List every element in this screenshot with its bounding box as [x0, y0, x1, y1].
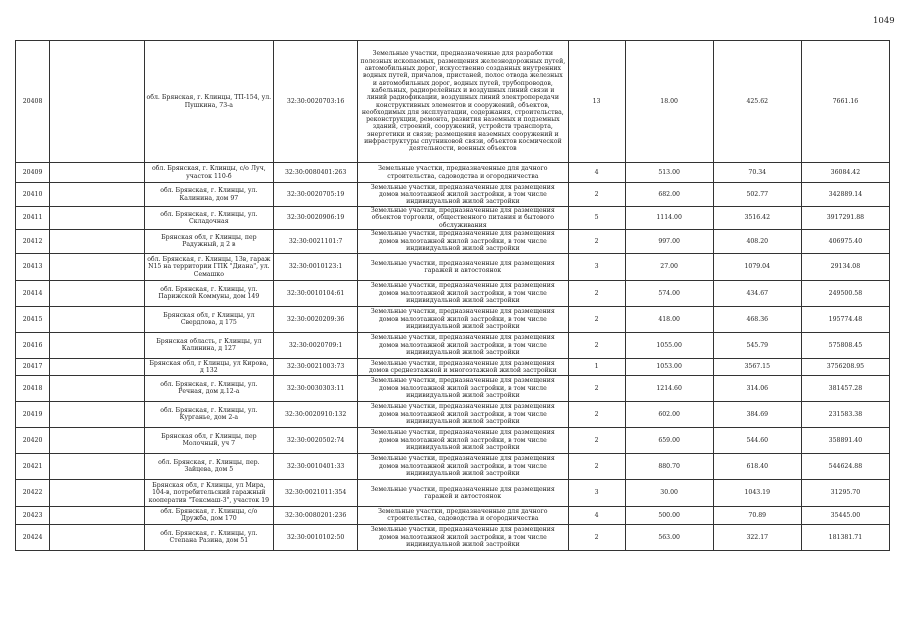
table-row	[16, 163, 890, 183]
cadastral-number-cell: 32:30:0080401:263	[274, 163, 358, 183]
page-number: 1049	[873, 16, 895, 26]
rate-cell: 322.17	[713, 524, 801, 550]
cadastral-value-cell: 249500.58	[801, 280, 889, 306]
rate-cell: 384.69	[713, 401, 801, 427]
area-cell: 500.00	[625, 506, 713, 524]
blank-cell	[50, 358, 144, 375]
blank-cell	[50, 229, 144, 253]
row-id-cell: 20415	[16, 306, 50, 332]
address-cell: Брянская обл, г Клинцы, пер Молочный, уч 7	[144, 427, 274, 453]
area-cell: 880.70	[625, 453, 713, 479]
row-id-cell: 20416	[16, 332, 50, 358]
table-row	[16, 207, 890, 230]
blank-cell	[50, 163, 144, 183]
area-cell: 418.00	[625, 306, 713, 332]
cadastral-value-cell: 31295.70	[801, 479, 889, 506]
group-cell: 2	[568, 280, 625, 306]
cadastral-value-cell: 29134.08	[801, 253, 889, 280]
address-cell: обл. Брянская, г. Клинцы, ул. Калинина, дом 97	[144, 183, 274, 207]
table-row	[16, 375, 890, 401]
cadastral-number-cell: 32:30:0010104:61	[274, 280, 358, 306]
row-id-cell: 20408	[16, 41, 50, 163]
table-row	[16, 280, 890, 306]
address-cell: Брянская обл, г Клинцы, ул Кирова, д 132	[144, 358, 274, 375]
cadastral-number-cell: 32:30:0020910:132	[274, 401, 358, 427]
group-cell: 2	[568, 306, 625, 332]
row-id-cell: 20411	[16, 207, 50, 230]
row-id-cell: 20419	[16, 401, 50, 427]
cadastral-value-cell: 342889.14	[801, 183, 889, 207]
rate-cell: 545.79	[713, 332, 801, 358]
blank-cell	[50, 280, 144, 306]
table-row	[16, 253, 890, 280]
blank-cell	[50, 41, 144, 163]
land-use-cell: Земельные участки, предназначенные для дачного строительства, садоводства и огородничества	[358, 506, 568, 524]
blank-cell	[50, 479, 144, 506]
cadastral-number-cell: 32:30:0080201:236	[274, 506, 358, 524]
table-row	[16, 358, 890, 375]
rate-cell: 425.62	[713, 41, 801, 163]
rate-cell: 1043.19	[713, 479, 801, 506]
area-cell: 27.00	[625, 253, 713, 280]
cadastral-number-cell: 32:30:0020703:16	[274, 41, 358, 163]
land-use-cell: Земельные участки, предназначенные для разработки полезных ископаемых, размещения железнодорожных путей, автомобильных дорог, искусственно созданных внутренних водных путей, причалов, пристаней, полос отвода железных и автомобильных дорог, водных путей, трубопроводов, кабельных, радиорелейных и воздушных линий связи и линий радиофикации, воздушных линий электропередачи конструктивных элементов и сооружений, объектов, необходимых для эксплуатации, содержания, строительства, реконструкции, ремонта, развития наземных и подземных зданий, строений, сооружений, устройств транспорта, энергетики и связи; размещения наземных сооружений и инфраструктуры спутниковой связи, объектов космической деятельности, военных объектов	[358, 41, 568, 163]
rate-cell: 544.60	[713, 427, 801, 453]
group-cell: 2	[568, 375, 625, 401]
cadastral-value-cell: 35445.00	[801, 506, 889, 524]
cadastral-number-cell: 32:30:0010123:1	[274, 253, 358, 280]
row-id-cell: 20421	[16, 453, 50, 479]
cadastral-number-cell: 32:30:0021003:73	[274, 358, 358, 375]
cadastral-value-cell: 406975.40	[801, 229, 889, 253]
cadastral-number-cell: 32:30:0020709:1	[274, 332, 358, 358]
table-row	[16, 453, 890, 479]
row-id-cell: 20413	[16, 253, 50, 280]
land-use-cell: Земельные участки, предназначенные для размещения домов малоэтажной жилой застройки, в том числе индивидуальной жилой застройки	[358, 427, 568, 453]
cadastral-number-cell: 32:30:0020705:19	[274, 183, 358, 207]
land-use-cell: Земельные участки, предназначенные для размещения объектов торговли, общественного питания и бытового обслуживания	[358, 207, 568, 230]
group-cell: 4	[568, 506, 625, 524]
blank-cell	[50, 401, 144, 427]
land-use-cell: Земельные участки, предназначенные для дачного строительства, садоводства и огородничества	[358, 163, 568, 183]
row-id-cell: 20417	[16, 358, 50, 375]
cadastral-value-cell: 381457.28	[801, 375, 889, 401]
land-use-cell: Земельные участки, предназначенные для размещения гаражей и автостоянок	[358, 253, 568, 280]
rate-cell: 1079.04	[713, 253, 801, 280]
table-row	[16, 306, 890, 332]
row-id-cell: 20410	[16, 183, 50, 207]
address-cell: обл. Брянская, г. Клинцы, ул. Курганье, дом 2-а	[144, 401, 274, 427]
row-id-cell: 20412	[16, 229, 50, 253]
rate-cell: 434.67	[713, 280, 801, 306]
area-cell: 563.00	[625, 524, 713, 550]
row-id-cell: 20422	[16, 479, 50, 506]
blank-cell	[50, 453, 144, 479]
rate-cell: 3516.42	[713, 207, 801, 230]
table-row	[16, 506, 890, 524]
row-id-cell: 20420	[16, 427, 50, 453]
cadastral-value-cell: 3756208.95	[801, 358, 889, 375]
cadastral-value-cell: 195774.48	[801, 306, 889, 332]
land-use-cell: Земельные участки, предназначенные для размещения гаражей и автостоянок	[358, 479, 568, 506]
rate-cell: 502.77	[713, 183, 801, 207]
group-cell: 3	[568, 253, 625, 280]
land-use-cell: Земельные участки, предназначенные для размещения домов малоэтажной жилой застройки, в том числе индивидуальной жилой застройки	[358, 306, 568, 332]
cadastral-number-cell: 32:30:0020906:19	[274, 207, 358, 230]
address-cell: обл. Брянская, г. Клинцы, ул. Парижской Коммуны, дом 149	[144, 280, 274, 306]
cadastral-number-cell: 32:30:0020502:74	[274, 427, 358, 453]
area-cell: 682.00	[625, 183, 713, 207]
address-cell: Брянская обл, г Клинцы, пер Радужный, д 2 в	[144, 229, 274, 253]
land-use-cell: Земельные участки, предназначенные для размещения домов малоэтажной жилой застройки, в том числе индивидуальной жилой застройки	[358, 453, 568, 479]
area-cell: 1053.00	[625, 358, 713, 375]
cadastral-value-cell: 231583.38	[801, 401, 889, 427]
blank-cell	[50, 427, 144, 453]
cadastral-number-cell: 32:30:0030303:11	[274, 375, 358, 401]
area-cell: 30.00	[625, 479, 713, 506]
land-use-cell: Земельные участки, предназначенные для размещения домов малоэтажной жилой застройки, в том числе индивидуальной жилой застройки	[358, 524, 568, 550]
cadastral-number-cell: 32:30:0021101:7	[274, 229, 358, 253]
area-cell: 574.00	[625, 280, 713, 306]
address-cell: обл. Брянская, г. Клинцы, с/о Дружба, дом 170	[144, 506, 274, 524]
table-row	[16, 479, 890, 506]
row-id-cell: 20423	[16, 506, 50, 524]
address-cell: обл. Брянская, г. Клинцы, ул. Степана Разина, дом 51	[144, 524, 274, 550]
blank-cell	[50, 306, 144, 332]
address-cell: Брянская область, г Клинцы, ул Калинина, д 127	[144, 332, 274, 358]
area-cell: 18.00	[625, 41, 713, 163]
table-row	[16, 401, 890, 427]
area-cell: 1214.60	[625, 375, 713, 401]
area-cell: 513.00	[625, 163, 713, 183]
group-cell: 2	[568, 332, 625, 358]
cadastral-value-cell: 544624.88	[801, 453, 889, 479]
cadastral-value-cell: 36084.42	[801, 163, 889, 183]
table-row	[16, 183, 890, 207]
group-cell: 2	[568, 229, 625, 253]
land-use-cell: Земельные участки, предназначенные для размещения домов малоэтажной жилой застройки, в том числе индивидуальной жилой застройки	[358, 280, 568, 306]
rate-cell: 3567.15	[713, 358, 801, 375]
address-cell: Брянская обл, г Клинцы, ул Свердлова, д 175	[144, 306, 274, 332]
address-cell: Брянская обл, г Клинцы, ул Мира, 104-в, потребительский гаражный кооператив "Тексмаш-3", участок 19	[144, 479, 274, 506]
group-cell: 3	[568, 479, 625, 506]
row-id-cell: 20409	[16, 163, 50, 183]
blank-cell	[50, 183, 144, 207]
blank-cell	[50, 207, 144, 230]
rate-cell: 70.34	[713, 163, 801, 183]
group-cell: 2	[568, 524, 625, 550]
cadastral-number-cell: 32:30:0020209:36	[274, 306, 358, 332]
address-cell: обл. Брянская, г. Клинцы, ул. Речная, дом д.12-а	[144, 375, 274, 401]
row-id-cell: 20424	[16, 524, 50, 550]
land-use-cell: Земельные участки, предназначенные для размещения домов среднеэтажной и многоэтажной жилой застройки	[358, 358, 568, 375]
address-cell: обл. Брянская, г. Клинцы, с/о Луч, участок 110-б	[144, 163, 274, 183]
cadastral-value-cell: 575808.45	[801, 332, 889, 358]
address-cell: обл. Брянская, г. Клинцы, пер. Зайцева, дом 5	[144, 453, 274, 479]
table-body	[16, 41, 890, 551]
cadastral-value-cell: 7661.16	[801, 41, 889, 163]
row-id-cell: 20418	[16, 375, 50, 401]
cadastral-value-cell: 181381.71	[801, 524, 889, 550]
group-cell: 2	[568, 453, 625, 479]
group-cell: 2	[568, 401, 625, 427]
cadastral-value-cell: 358891.40	[801, 427, 889, 453]
address-cell: обл. Брянская, г. Клинцы, ул. Складочная	[144, 207, 274, 230]
rate-cell: 618.40	[713, 453, 801, 479]
land-registry-table	[15, 40, 890, 551]
cadastral-number-cell: 32:30:0021011:354	[274, 479, 358, 506]
table-row	[16, 332, 890, 358]
row-id-cell: 20414	[16, 280, 50, 306]
blank-cell	[50, 253, 144, 280]
blank-cell	[50, 506, 144, 524]
land-use-cell: Земельные участки, предназначенные для размещения домов малоэтажной жилой застройки, в том числе индивидуальной жилой застройки	[358, 332, 568, 358]
table-row	[16, 229, 890, 253]
blank-cell	[50, 375, 144, 401]
group-cell: 1	[568, 358, 625, 375]
group-cell: 2	[568, 183, 625, 207]
rate-cell: 408.20	[713, 229, 801, 253]
rate-cell: 70.89	[713, 506, 801, 524]
group-cell: 5	[568, 207, 625, 230]
blank-cell	[50, 524, 144, 550]
area-cell: 997.00	[625, 229, 713, 253]
land-use-cell: Земельные участки, предназначенные для размещения домов малоэтажной жилой застройки, в том числе индивидуальной жилой застройки	[358, 375, 568, 401]
land-use-cell: Земельные участки, предназначенные для размещения домов малоэтажной жилой застройки, в том числе индивидуальной жилой застройки	[358, 401, 568, 427]
cadastral-number-cell: 32:30:0010401:33	[274, 453, 358, 479]
group-cell: 4	[568, 163, 625, 183]
table-row	[16, 41, 890, 163]
rate-cell: 314.06	[713, 375, 801, 401]
area-cell: 1055.00	[625, 332, 713, 358]
cadastral-number-cell: 32:30:0010102:50	[274, 524, 358, 550]
group-cell: 2	[568, 427, 625, 453]
land-use-cell: Земельные участки, предназначенные для размещения домов малоэтажной жилой застройки, в том числе индивидуальной жилой застройки	[358, 229, 568, 253]
address-cell: обл. Брянская, г. Клинцы, ТП-154, ул. Пушкина, 73-а	[144, 41, 274, 163]
area-cell: 602.00	[625, 401, 713, 427]
blank-cell	[50, 332, 144, 358]
area-cell: 659.00	[625, 427, 713, 453]
land-use-cell: Земельные участки, предназначенные для размещения домов малоэтажной жилой застройки, в том числе индивидуальной жилой застройки	[358, 183, 568, 207]
area-cell: 1114.00	[625, 207, 713, 230]
group-cell: 13	[568, 41, 625, 163]
address-cell: обл. Брянская, г. Клинцы, 13в, гараж N15 на территории ГПК "Диана", ул. Семашко	[144, 253, 274, 280]
table-row	[16, 524, 890, 550]
rate-cell: 468.36	[713, 306, 801, 332]
cadastral-value-cell: 3917291.88	[801, 207, 889, 230]
table-row	[16, 427, 890, 453]
